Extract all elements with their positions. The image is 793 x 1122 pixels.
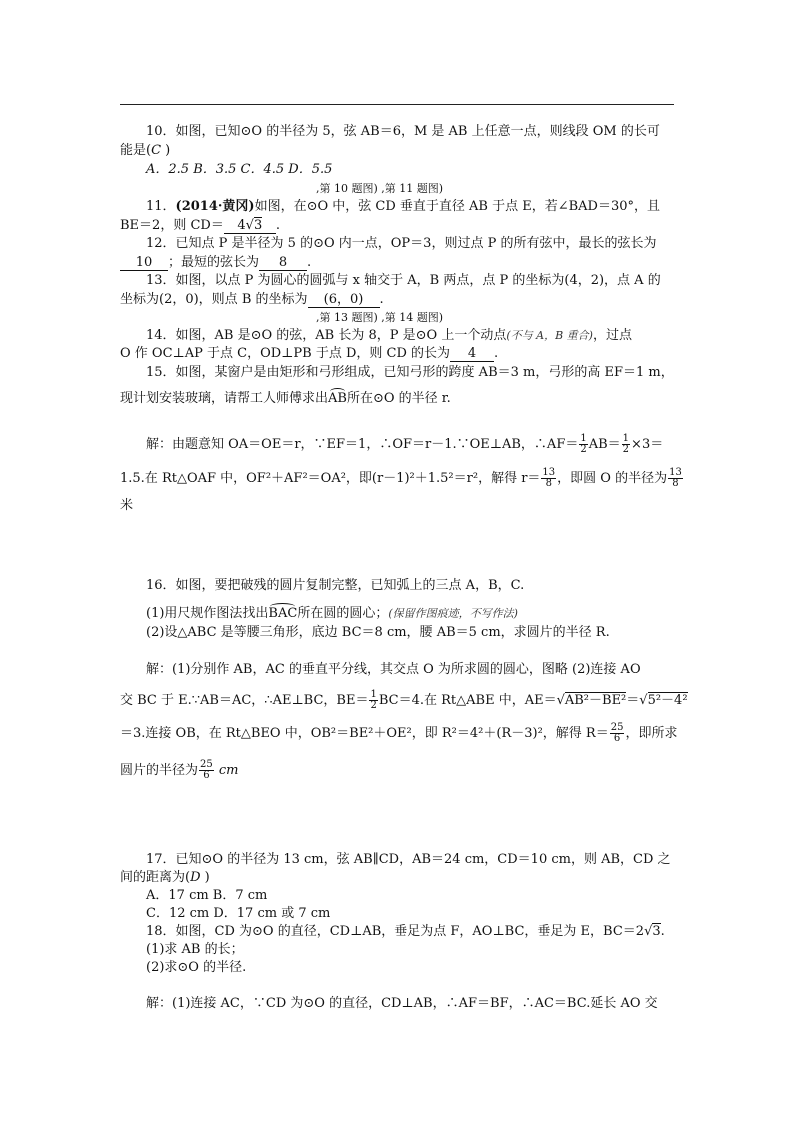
- q15-sol-line2: [120, 468, 684, 489]
- q12-line1: 12．已知点 P 是半径为 5 的⊙O 内一点，OP＝3，则过点 P 的所有弦中，最长的弦长为: [146, 236, 657, 251]
- q15-frac-2-num: 1: [622, 433, 630, 444]
- q18-sub2: (2)求⊙O 的半径.: [146, 960, 247, 975]
- q18-post: .: [660, 924, 665, 939]
- q15-pre: 现计划安装玻璃，请帮工人师傅求出: [120, 391, 329, 406]
- q15-frac-3-num: 13: [542, 467, 556, 478]
- q18-radicand: 3: [652, 924, 661, 939]
- q16-sol-line4: [120, 760, 239, 781]
- q14-line2: [120, 346, 498, 362]
- q16-sol-line2: [120, 690, 688, 711]
- q13-pre: 坐标为(2，0)，则点 B 的坐标为: [120, 292, 308, 307]
- q16-radicand-1: AB²－BE²: [564, 693, 627, 708]
- q18-pre: 18．如图，CD 为⊙O 的直径，CD⊥AB，垂足为点 F，AO⊥BC，垂足为 E，BC＝2√: [146, 924, 653, 939]
- q15-frac-4: [668, 468, 683, 489]
- q11-pre: BE＝2，则 CD＝: [120, 218, 224, 233]
- q16-frac-3-den: 6: [203, 770, 210, 781]
- q13-line1: 13．如图，以点 P 为圆心的圆弧与 x 轴交于 A，B 两点，点 P 的坐标为(4，2)，点 A 的: [146, 273, 661, 288]
- q12-line2: [120, 255, 311, 271]
- q15-line1: 15．如图，某窗户是由矩形和弓形组成，已知弓形的跨度 AB＝3 m，弓形的高 EF＝1 m，: [146, 365, 674, 380]
- q16-line1: 16．如图，要把破残的圆片复制完整，已知弧上的三点 A，B，C.: [146, 578, 525, 593]
- q15-sol-line3: 米: [120, 498, 134, 513]
- caption-10-11: ,第 10 题图) ,第 11 题图): [316, 182, 444, 195]
- q12-answer2: 8: [259, 256, 307, 271]
- q17-answer: D: [190, 870, 201, 885]
- q16-pre: (1)用尺规作图法找出: [146, 606, 269, 621]
- q16-mid: 所在圆的圆心；: [297, 606, 389, 621]
- q16-arc: BAC: [268, 606, 298, 621]
- q16-sol4-a: 圆片的半径为: [120, 763, 199, 778]
- q16-frac-1-num: 1: [370, 689, 377, 700]
- q14-post2: .: [494, 346, 499, 361]
- q15-post: 所在⊙O 的半径 r.: [346, 391, 451, 406]
- q14-line1: [146, 328, 632, 344]
- q15-line2: [120, 391, 451, 407]
- q16-sol2-c: ＝√: [626, 693, 648, 708]
- q16-line3: (2)设△ABC 是等腰三角形，底边 BC＝8 cm，腰 AB＝5 cm，求圆片的半径 R.: [146, 625, 610, 640]
- q16-sol2-a: 交 BC 于 E.∵AB＝AC，∴AE⊥BC，BE＝: [120, 693, 369, 708]
- q16-sol2-b: BC＝4.在 Rt△ABE 中，AE＝√: [378, 693, 565, 708]
- q10-answer: C: [151, 143, 162, 158]
- q18-line1: [146, 924, 665, 940]
- q15-sol1-b: AB＝: [588, 437, 621, 452]
- q11-post: .: [275, 218, 280, 233]
- q14-note: (不与 A，B 重合): [506, 329, 593, 342]
- q15-sol2-b: ，即圆 O 的半径为: [557, 471, 668, 486]
- q13-answer: (6，0): [308, 293, 380, 308]
- q10-options: A．2.5 B．3.5 C．4.5 D．5.5: [146, 162, 333, 177]
- q10-line1: 10．如图，已知⊙O 的半径为 5，弦 AB＝6，M 是 AB 上任意一点，则线段 OM 的长可: [146, 124, 660, 139]
- q13-post: .: [379, 292, 384, 307]
- q14-pre: 14．如图，AB 是⊙O 的弦，AB 长为 8，P 是⊙O 上一个动点: [146, 328, 507, 343]
- q15-frac-1: [579, 434, 587, 455]
- q13-line2: [120, 292, 384, 308]
- caption-13-14: ,第 13 题图) ,第 14 题图): [316, 311, 444, 324]
- q14-post1: ，过点: [592, 328, 632, 343]
- q16-frac-3-num: 25: [200, 759, 213, 770]
- q12-post: .: [307, 255, 312, 270]
- q11-source: (2014·黄冈): [175, 199, 255, 214]
- q16-frac-1-den: 2: [370, 700, 377, 711]
- q15-sol-line1: [146, 434, 663, 455]
- q12-mid: ；最短的弦长为: [168, 255, 260, 270]
- q11-answer-rad: 3: [253, 218, 263, 233]
- q11-answer: 4√3: [224, 219, 276, 234]
- q10-pre: 能是(: [120, 143, 152, 158]
- q17-options-cd: C．12 cm D．17 cm 或 7 cm: [146, 906, 331, 921]
- q17-line1: 17．已知⊙O 的半径为 13 cm，弦 AB∥CD，AB＝24 cm，CD＝10 cm，则 AB，CD 之: [146, 852, 671, 867]
- q16-frac-2-num: 25: [610, 722, 624, 733]
- q15-sol1-c: ×3＝: [631, 437, 664, 452]
- q16-frac-2-den: 6: [613, 733, 621, 744]
- header-rule: [120, 104, 674, 105]
- q16-frac-3: [199, 760, 214, 781]
- q15-frac-1-num: 1: [580, 433, 587, 444]
- q11-line1: [146, 199, 660, 215]
- q15-frac-3-den: 8: [545, 478, 552, 489]
- q10-post: ): [161, 143, 171, 158]
- q18-sol-line1: 解：(1)连接 AC，∵CD 为⊙O 的直径，CD⊥AB，∴AF＝BF，∴AC＝BC.延长 AO 交: [146, 996, 658, 1011]
- q16-radicand-2: 5²－4²: [647, 693, 688, 708]
- q16-note: (保留作图痕迹，不写作法): [388, 607, 518, 620]
- q17-post: ): [200, 870, 210, 885]
- q15-sol1-a: 解：由题意知 OA＝OE＝r，∵EF＝1，∴OF＝r－1.∵OE⊥AB，∴AF＝: [146, 437, 579, 452]
- q16-sol3-a: ＝3.连接 OB，在 Rt△BEO 中，OB²＝BE²＋OE²，即 R²＝4²＋(R－3)²，解得 R＝: [120, 726, 609, 741]
- q15-frac-4-den: 8: [672, 478, 679, 489]
- q15-frac-4-num: 13: [669, 467, 682, 478]
- q11-text: 如图，在⊙O 中，弦 CD 垂直于直径 AB 于点 E，若∠BAD＝30°，且: [254, 199, 661, 214]
- q15-frac-2-den: 2: [622, 444, 630, 455]
- q11-num: 11．: [146, 199, 176, 214]
- q16-frac-1: [369, 690, 377, 711]
- q15-sol2-a: 1.5.在 Rt△OAF 中，OF²＋AF²＝OA²，即(r－1)²＋1.5²＝r²，解得 r＝: [120, 471, 541, 486]
- q15-frac-2: [622, 434, 630, 455]
- q16-frac-2: [610, 723, 625, 744]
- q14-answer: 4: [450, 347, 494, 362]
- q15-frac-3: [541, 468, 556, 489]
- q16-line2: [146, 606, 518, 622]
- q15-frac-1-den: 2: [580, 444, 587, 455]
- q16-sol-line3: [120, 723, 677, 744]
- q16-sol3-b: ，即所求: [625, 726, 678, 741]
- q18-sub1: (1)求 AB 的长；: [146, 942, 244, 957]
- q16-sol-line1: 解：(1)分别作 AB，AC 的垂直平分线，其交点 O 为所求圆的圆心，图略 (2)连接 AO: [146, 662, 641, 677]
- q15-arc: AB: [328, 391, 347, 406]
- q16-sol4-b: cm: [214, 763, 239, 778]
- q14-pre2: O 作 OC⊥AP 于点 C，OD⊥PB 于点 D，则 CD 的长为: [120, 346, 451, 361]
- q11-answer-coef: 4: [237, 218, 246, 233]
- q17-options-ab: A．17 cm B．7 cm: [146, 888, 268, 903]
- q11-line2: [120, 218, 280, 234]
- q10-line2: [120, 143, 170, 159]
- q17-line2: [120, 870, 210, 886]
- q17-pre: 间的距离为(: [120, 870, 191, 885]
- q12-answer1: 10: [120, 256, 168, 271]
